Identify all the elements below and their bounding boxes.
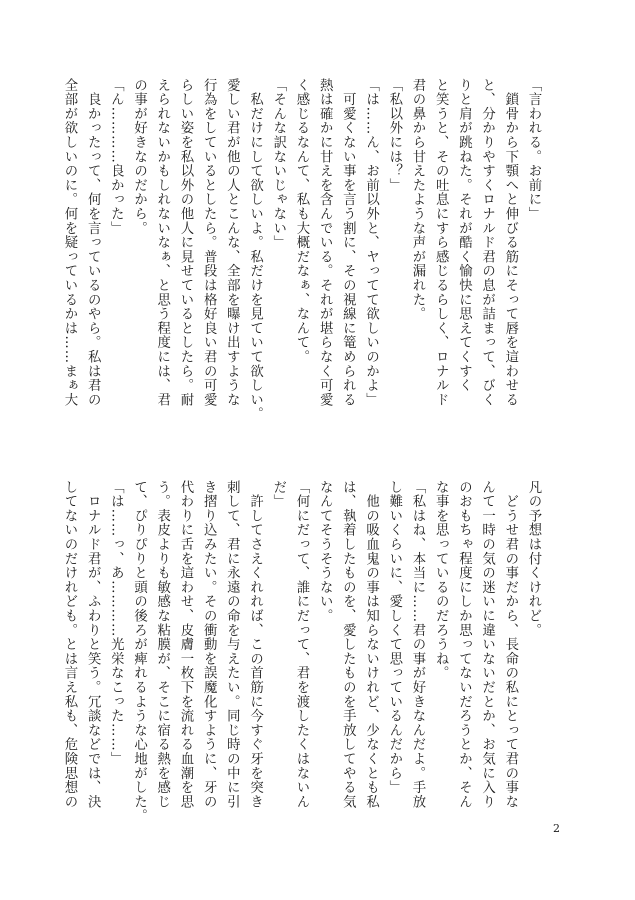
- text-line: 代わりに舌を這わせ、皮膚一枚下を流れる血潮を思: [177, 480, 193, 809]
- text-line: 可愛くない事を言う割に、その視線に篭められる: [340, 78, 356, 407]
- text-line: 熱は確かに甘えを含んでいる。それが堪らなく可愛: [317, 78, 333, 407]
- text-line: 「何にだって、誰にだって、君を渡したくはないん: [293, 480, 309, 809]
- text-line: な事を思っているのだろうね。: [433, 480, 449, 681]
- text-line: だ」: [270, 480, 286, 509]
- text-line: のおもちゃ程度にしか思ってないだろうとか、そん: [456, 480, 472, 809]
- text-line: し難いくらいに、愛しくて思っているんだから」: [386, 480, 402, 795]
- text-line: は、執着したものを、愛したものを手放してやる気: [340, 480, 356, 809]
- text-block-top: [58, 78, 545, 422]
- text-line: き摺り込みたい。その衝動を誤魔化すように、牙の: [201, 480, 217, 809]
- text-line: と、分かりやすくロナルド君の息が詰まって、びく: [479, 78, 495, 407]
- text-line: 鎖骨から下顎へと伸びる筋にそって唇を這わせる: [502, 78, 518, 407]
- text-line: 他の吸血鬼の事は知らないけれど、少なくとも私: [363, 480, 379, 809]
- text-line: 「私はね、本当に……君の事が好きなんだよ。手放: [409, 480, 425, 809]
- text-line: く感じるなんて、私も大概だなぁ、なんて。: [293, 78, 309, 364]
- text-line: 行為をしているとしたら。普段は格好良い君の可愛: [201, 78, 217, 407]
- text-block-bottom: [58, 480, 545, 824]
- text-line: 「そんな訳ないじゃない」: [270, 78, 286, 250]
- text-line: えられないかもしれないなぁ、と思う程度には、君: [154, 78, 170, 407]
- text-line: ロナルド君が、ふわりと笑う。冗談などでは、決: [85, 480, 101, 809]
- text-line: 凡の予想は付くけれど。: [526, 480, 541, 638]
- text-line: なんてそうそうない。: [317, 480, 333, 623]
- text-line: してないのだけれども。とは言え私も、危険思想の: [61, 480, 77, 809]
- text-line: 「私以外には？」: [386, 78, 402, 193]
- text-line: んて一時の気の迷いに違いないだとか、お気に入り: [479, 480, 495, 809]
- text-line: 「言われる。お前に」: [526, 78, 541, 221]
- text-line: 「ん…………良かった」: [108, 78, 124, 236]
- text-line: 君の鼻から甘えたような声が漏れた。: [409, 78, 425, 322]
- text-line: りと肩が跳ねた。それが酷く愉快に思えてくすく: [456, 78, 472, 393]
- text-line: と笑うと、その吐息にすら感じるらしく、ロナルド: [433, 78, 449, 407]
- text-line: らしい姿を私以外の他人に見せているとしたら。耐: [177, 78, 193, 407]
- text-line: どうせ君の事だから、長命の私にとって君の事な: [502, 480, 518, 809]
- text-line: 良かったって、何を言っているのやら。私は君の: [85, 78, 101, 407]
- text-line: 「は……っ、あ…………光栄なこった……」: [108, 480, 124, 766]
- text-line: の事が好きなのだから。: [131, 78, 147, 236]
- page-number: 2: [553, 822, 560, 835]
- text-line: 許してさえくれれば、この首筋に今すぐ牙を突き: [247, 480, 263, 809]
- text-line: 全部が欲しいのに。何を疑っているかは……まぁ大: [61, 78, 77, 407]
- text-line: 愛しい君が他の人とこんな、全部を曝け出すような: [224, 78, 240, 407]
- text-line: 私だけにして欲しいよ。私だけを見ていて欲しい。: [247, 78, 263, 422]
- text-line: て、ぴりぴりと頭の後ろが痺れるような心地がした。: [131, 480, 147, 824]
- text-line: 「は……ん、お前以外と、ヤってて欲しいのかよ」: [363, 78, 379, 407]
- text-line: 刺して、君に永遠の命を与えたい。同じ時の中に引: [224, 480, 240, 809]
- text-line: う。表皮よりも敏感な粘膜が、そこに宿る熱を感じ: [154, 480, 170, 809]
